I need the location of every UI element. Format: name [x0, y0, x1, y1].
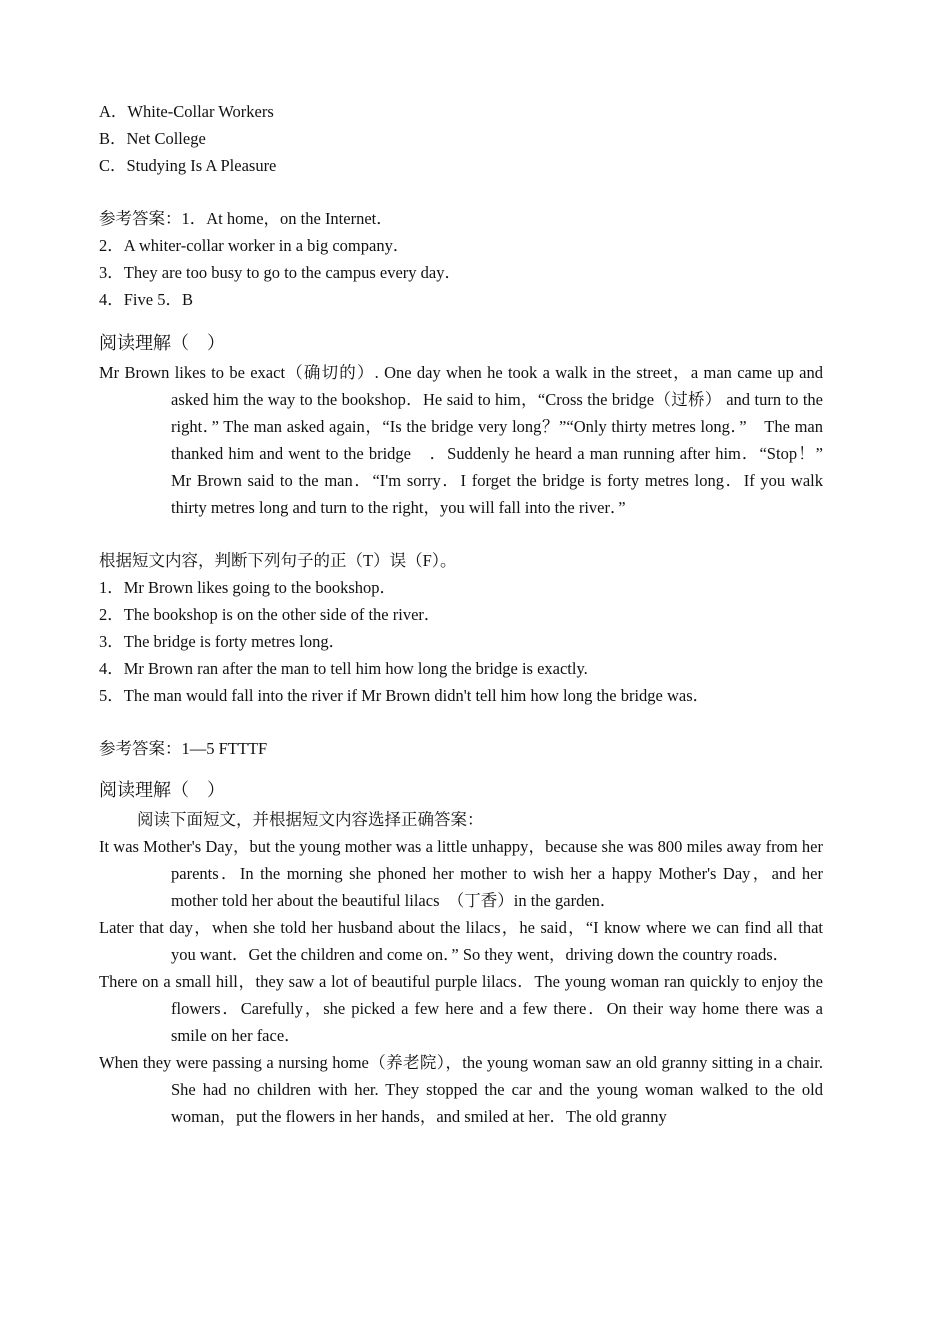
answer-line: 2．A whiter-collar worker in a big company． — [99, 236, 410, 255]
passage-paragraph: When they were passing a nursing home（养老院），the young woman saw an old granny sitting in a chair. She had no children with her. They stopped the car and the young woman walked to the old woman，put the flowers in her hands，and smiled at her．The old granny — [99, 1053, 823, 1126]
answer-key-1 — [99, 205, 823, 313]
question-item: 3．The bridge is forty metres long． — [99, 632, 346, 651]
question-item: 2．The bookshop is on the other side of the river． — [99, 605, 441, 624]
section-heading: 阅读理解（ ） — [99, 333, 225, 354]
instruction-text: 根据短文内容，判断下列句子的正（T）误（F）。 — [99, 551, 457, 570]
answer-line: 参考答案：1．At home，on the Internet． — [99, 209, 393, 228]
question-item: 1．Mr Brown likes going to the bookshop． — [99, 578, 396, 597]
question-item: 5．The man would fall into the river if Mr Brown didn't tell him how long the bridge was． — [99, 686, 710, 705]
option-b: B．Net College — [99, 129, 206, 148]
answer-key-2: 参考答案：1—5 FTTTF — [99, 739, 268, 758]
passage-paragraph: It was Mother's Day，but the young mother was a little unhappy，because she was 800 miles away from her parents．In the morning she phoned her mother to wish her a happy Mother's Day，and her mother told her about the beautiful lilacs （丁香）in the garden． — [99, 837, 823, 910]
answer-line: 4．Five 5．B — [99, 290, 193, 309]
question-list — [99, 574, 823, 709]
document-page — [99, 98, 823, 1130]
answer-line: 3．They are too busy to go to the campus every day． — [99, 263, 461, 282]
option-a: A．White-Collar Workers — [99, 102, 274, 121]
instruction-text: 阅读下面短文，并根据短文内容选择正确答案： — [137, 810, 484, 829]
section-heading: 阅读理解（ ） — [99, 780, 225, 801]
passage-paragraph: There on a small hill，they saw a lot of beautiful purple lilacs．The young woman ran quickly to enjoy the flowers．Carefully，she picked a few here and a few there．On their way home there was a smile on her face． — [99, 972, 823, 1045]
option-c: C．Studying Is A Pleasure — [99, 156, 277, 175]
question-item: 4．Mr Brown ran after the man to tell him how long the bridge is exactly. — [99, 659, 588, 678]
passage-paragraph: Later that day，when she told her husband about the lilacs，he said，“I know where we can find all that you want．Get the children and come on．” So they went，driving down the country roads． — [99, 918, 823, 964]
reading-passage: Mr Brown likes to be exact（确切的）. One day when he took a walk in the street，a man came up and asked him the way to the bookshop．He said to him，“Cross the bridge（过桥） and turn to the right．” The man asked again，“Is the bridge very long？”“Only thirty metres long．” The man thanked him and went to the bridge ．Suddenly he heard a man running after him．“Stop！” Mr Brown said to the man．“I'm sorry．I forget the bridge is forty metres long．If you walk thirty metres long and turn to the right，you will fall into the river．” — [99, 363, 823, 517]
options-list — [99, 98, 823, 179]
